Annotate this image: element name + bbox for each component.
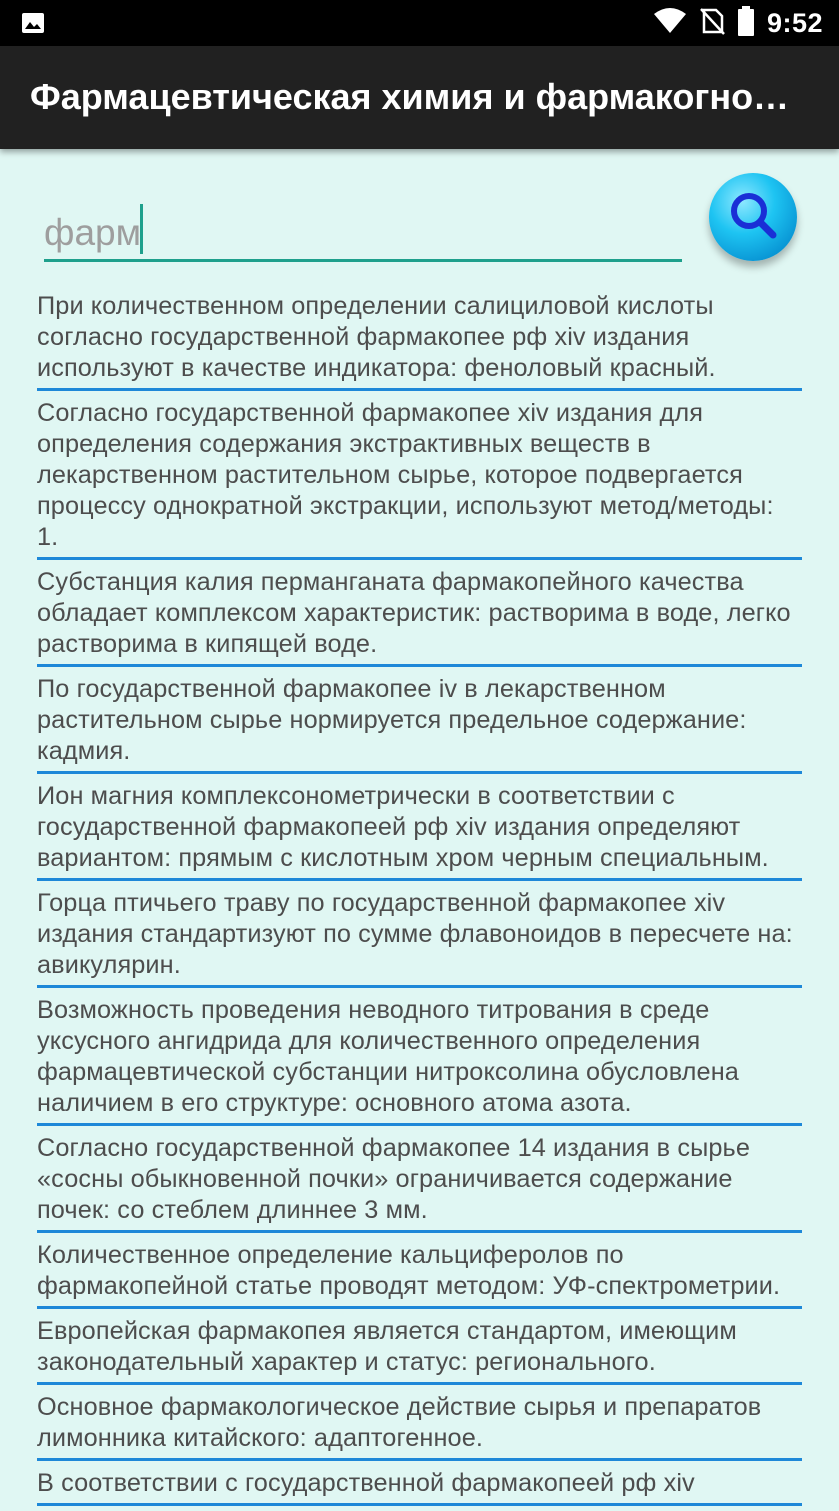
status-icons (653, 0, 823, 46)
list-item[interactable] (37, 289, 802, 391)
list-item-text: Европейская фармакопея является стандартом, имеющим законодательный характер и статус: регионального. (37, 1317, 737, 1376)
results-list (37, 289, 802, 1511)
search-icon (727, 189, 781, 243)
text-cursor (140, 204, 143, 254)
list-item[interactable] (37, 1390, 802, 1461)
search-button[interactable] (709, 173, 797, 261)
list-item[interactable] (37, 1314, 802, 1385)
image-icon (21, 12, 45, 34)
list-item[interactable] (37, 886, 802, 988)
list-item-text: Ион магния комплексонометрически в соответствии с государственной фармакопеей рф xiv издания определяют вариантом: прямым с кислотным хром черным специальным. (37, 782, 769, 872)
app-bar (0, 46, 839, 149)
list-item-text: Основное фармакологическое действие сырья и препаратов лимонника китайского: адаптогенное. (37, 1393, 762, 1452)
list-item-text: В соответствии с государственной фармакопеей рф xiv (37, 1469, 695, 1497)
no-sim-icon (699, 7, 725, 40)
app-title: Фармацевтическая химия и фармакогно… (30, 76, 790, 117)
list-item-text: Горца птичьего траву по государственной фармакопее xiv издания стандартизуют по сумме флавоноидов в пересчете на: авикулярин. (37, 889, 793, 979)
battery-icon (737, 6, 755, 41)
status-bar (0, 0, 839, 46)
list-item[interactable] (37, 779, 802, 881)
list-item[interactable] (37, 993, 802, 1126)
list-item[interactable] (37, 1131, 802, 1233)
list-item[interactable] (37, 1238, 802, 1309)
list-item[interactable] (37, 396, 802, 560)
list-item[interactable] (37, 565, 802, 667)
search-row (0, 149, 839, 279)
list-item-text: Возможность проведения неводного титрования в среде уксусного ангидрида для количественного определения фармацевтической субстанции нитроксолина обусловлена наличием в его структуре: основного атома азота. (37, 996, 739, 1117)
list-item[interactable] (37, 672, 802, 774)
list-item-text: Согласно государственной фармакопее xiv издания для определения содержания экстрактивных веществ в лекарственном растительном сырье, которое подвергается процессу однократной экстракции, используют метод/методы: 1. (37, 399, 774, 551)
list-item-text: Количественное определение кальциферолов по фармакопейной статье проводят методом: УФ-спектрометрии. (37, 1241, 781, 1300)
list-item[interactable] (37, 1466, 802, 1506)
wifi-icon (653, 8, 687, 39)
list-item-text: При количественном определении салициловой кислоты согласно государственной фармакопее рф xiv издания используют в качестве индикатора: феноловый красный. (37, 292, 716, 382)
status-time: 9:52 (766, 7, 823, 38)
list-item-text: Согласно государственной фармакопее 14 издания в сырье «сосны обыкновенной почки» ограничивается содержание почек: со стеблем длиннее 3 мм. (37, 1134, 750, 1224)
list-item-text: По государственной фармакопее iv в лекарственном растительном сырье нормируется предельное содержание: кадмия. (37, 675, 747, 765)
list-item-text: Субстанция калия перманганата фармакопейного качества обладает комплексом характеристик: растворима в воде, легко растворима в кипящей воде. (37, 568, 791, 658)
